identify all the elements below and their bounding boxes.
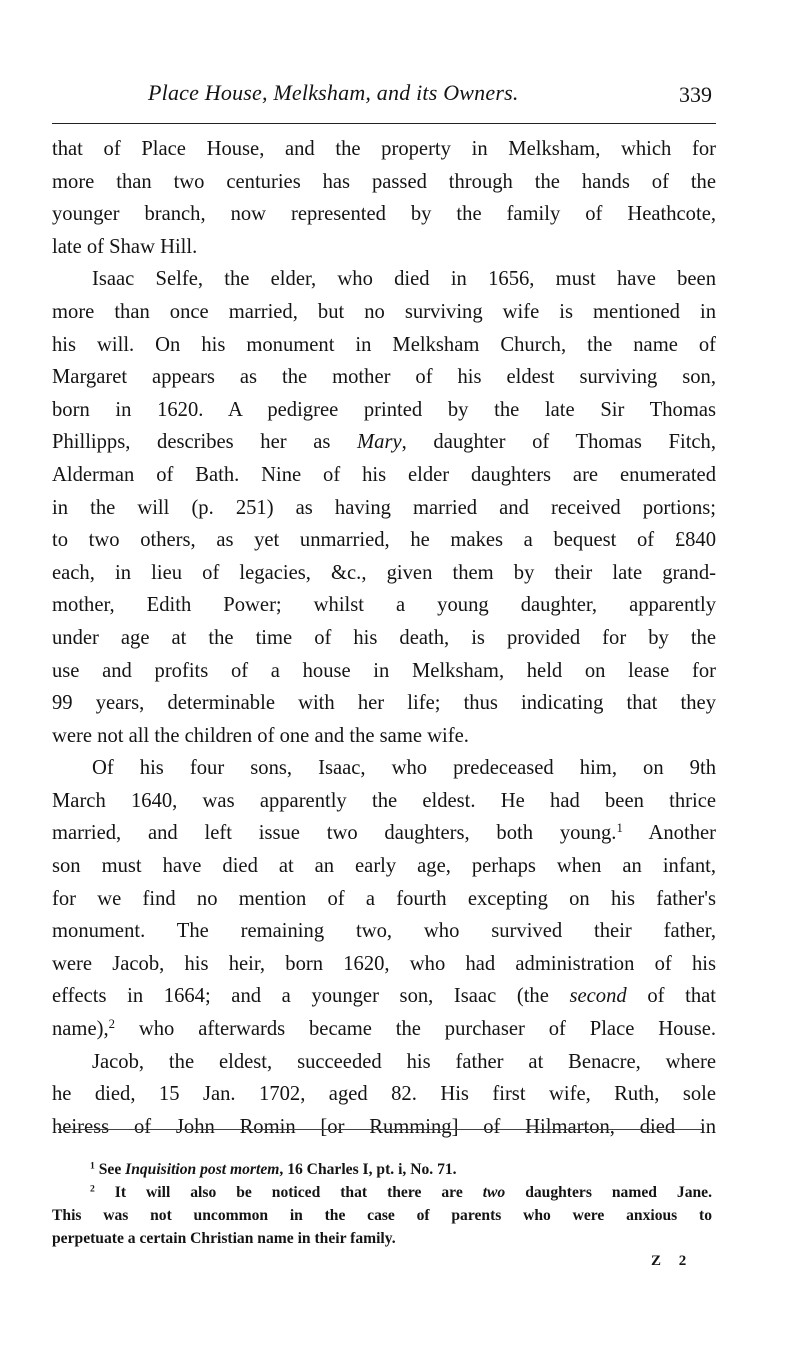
text-line: were not all the children of one and the same wife. xyxy=(52,724,469,747)
text-line: monument. The remaining two, who survived their father, xyxy=(52,920,716,943)
text-line: Isaac Selfe, the elder, who died in 1656, must have been xyxy=(92,268,716,291)
text-line: were Jacob, his heir, born 1620, who had administration of his xyxy=(52,952,716,975)
text-segment: See xyxy=(94,1161,126,1178)
text-line: younger branch, now represented by the family of Heathcote, xyxy=(52,203,716,226)
text-line: he died, 15 Jan. 1702, aged 82. His first wife, Ruth, sole xyxy=(52,1083,716,1106)
text-line: his will. On his monument in Melksham Church, the name of xyxy=(52,333,716,356)
footnote-mark-1: 1 xyxy=(90,1160,95,1172)
text-segment: It will also be noticed that there are xyxy=(94,1184,483,1201)
italic-word-two: two xyxy=(482,1184,506,1201)
text-line xyxy=(52,817,716,850)
italic-name-mary: Mary xyxy=(357,431,402,454)
footnote-1 xyxy=(52,1158,712,1181)
text-line: each, in lieu of legacies, &c., given them by their late grand- xyxy=(52,561,716,584)
text-line: Margaret appears as the mother of his eldest surviving son, xyxy=(52,366,716,389)
body-text xyxy=(52,133,716,1143)
text-line: Of his four sons, Isaac, who predeceased him, on 9th xyxy=(92,757,716,780)
text-segment: of that xyxy=(626,985,716,1008)
text-line: late of Shaw Hill. xyxy=(52,235,198,258)
footnote-line: perpetuate a certain Christian name in their family. xyxy=(52,1230,396,1247)
signature-mark: Z 2 xyxy=(651,1253,694,1269)
footnote-ref-2: 2 xyxy=(108,1017,115,1032)
running-title: Place House, Melksham, and its Owners. xyxy=(148,80,519,105)
text-line: more than once married, but no surviving wife is mentioned in xyxy=(52,300,716,323)
text-segment: , 16 Charles I, pt. i, No. 71. xyxy=(279,1161,457,1178)
text-line: use and profits of a house in Melksham, held on lease for xyxy=(52,659,716,682)
footnote-ref-1: 1 xyxy=(616,821,623,836)
text-line: mother, Edith Power; whilst a young daughter, apparently xyxy=(52,594,716,617)
text-segment: , daughter of Thomas Fitch, xyxy=(401,431,716,454)
text-line: son must have died at an early age, perhaps when an infant, xyxy=(52,855,716,878)
text-segment: daughters named Jane. xyxy=(505,1184,712,1201)
text-line xyxy=(52,426,716,459)
italic-word-second: second xyxy=(569,985,627,1008)
text-line: born in 1620. A pedigree printed by the late Sir Thomas xyxy=(52,398,716,421)
page-number: 339 xyxy=(679,82,712,107)
text-segment: Another xyxy=(622,822,717,845)
footnote-rule xyxy=(58,1129,703,1130)
footnote-line: This was not uncommon in the case of parents who were anxious to xyxy=(52,1207,712,1224)
text-segment: name), xyxy=(52,1018,109,1041)
footnote-2 xyxy=(52,1181,712,1204)
text-segment: effects in 1664; and a younger son, Isaac (the xyxy=(52,985,549,1008)
text-line: Alderman of Bath. Nine of his elder daughters are enumerated xyxy=(52,463,716,486)
text-line: heiress of John Romin [or Rumming] of Hilmarton, died in xyxy=(52,1115,716,1138)
text-line: under age at the time of his death, is provided for by the xyxy=(52,626,716,649)
running-head xyxy=(52,80,716,112)
text-segment: married, and left issue two daughters, both young. xyxy=(52,822,617,845)
text-line: in the will (p. 251) as having married and received portions; xyxy=(52,496,716,519)
text-line xyxy=(52,980,716,1013)
italic-title: Inquisition post mortem xyxy=(125,1161,280,1178)
text-line: Jacob, the eldest, succeeded his father at Benacre, where xyxy=(92,1050,716,1073)
text-line: more than two centuries has passed through the hands of the xyxy=(52,170,716,193)
text-line: to two others, as yet unmarried, he makes a bequest of £840 xyxy=(52,529,716,552)
text-line: 99 years, determinable with her life; thus indicating that they xyxy=(52,692,716,715)
text-line: March 1640, was apparently the eldest. He had been thrice xyxy=(52,789,716,812)
header-rule xyxy=(52,123,716,124)
text-segment: Phillipps, describes her as xyxy=(52,431,331,454)
text-line xyxy=(52,1013,716,1046)
text-line: that of Place House, and the property in Melksham, which for xyxy=(52,138,716,160)
text-line: for we find no mention of a fourth excepting on his father's xyxy=(52,887,716,910)
text-segment: who afterwards became the purchaser of Place House. xyxy=(115,1018,716,1041)
footnotes xyxy=(52,1158,712,1250)
footnote-mark-2: 2 xyxy=(90,1183,95,1195)
